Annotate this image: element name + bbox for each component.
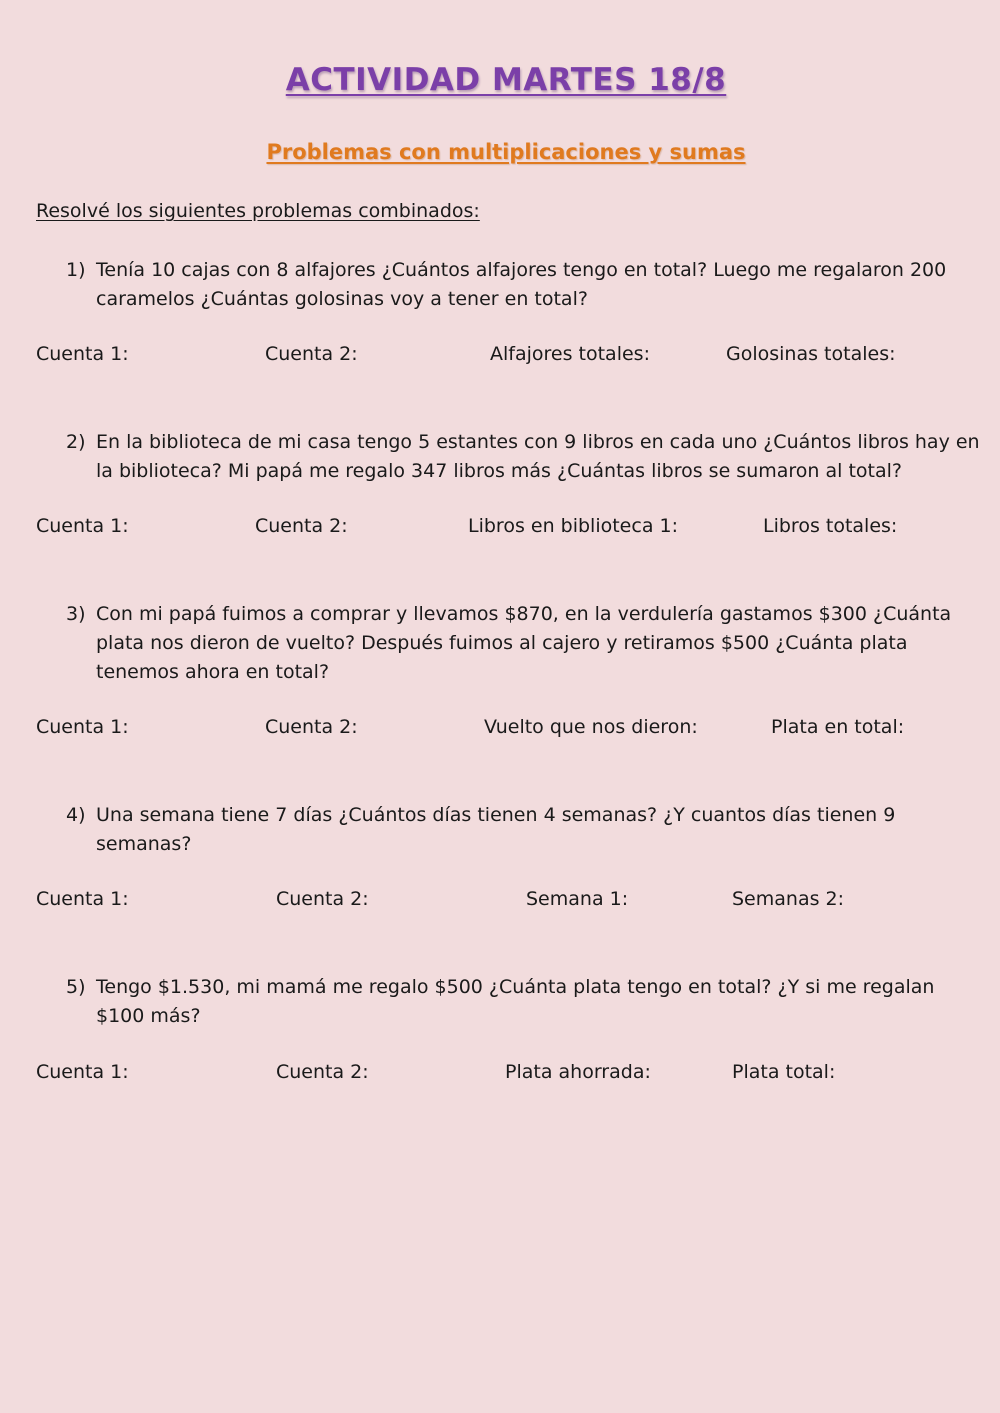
answer-label-result-2: Libros totales: [763,515,898,537]
problem-4 [66,801,981,859]
problem-2 [66,428,981,486]
answer-label-result-2: Semanas 2: [732,888,845,910]
answer-label-result-1: Semana 1: [526,888,629,910]
problem-number: 5) [66,976,86,998]
problem-1 [66,256,981,314]
problem-number: 1) [66,259,86,281]
problem-5 [66,973,981,1031]
answer-label-result-1: Vuelto que nos dieron: [484,716,698,738]
answer-label-result-2: Golosinas totales: [726,343,896,365]
problem-number: 3) [66,603,86,625]
problem-number: 2) [66,431,86,453]
answer-label-cuenta-2: Cuenta 2: [276,888,369,910]
answer-row-2 [0,515,1000,543]
page-subtitle: Problemas con multiplicaciones y sumas [266,140,746,164]
instructions: Resolvé los siguientes problemas combinados: [36,200,480,222]
answer-label-cuenta-1: Cuenta 1: [36,1061,129,1083]
problem-text: Con mi papá fuimos a comprar y llevamos $870, en la verdulería gastamos $300 ¿Cuánta plata nos dieron de vuelto? Después fuimos al cajero y retiramos $500 ¿Cuánta plata tenemos ahora en total? [96,603,952,683]
answer-label-result-1: Libros en biblioteca 1: [468,515,678,537]
answer-row-4 [0,888,1000,916]
answer-label-result-1: Plata ahorrada: [505,1061,651,1083]
answer-row-5 [0,1061,1000,1089]
answer-label-cuenta-2: Cuenta 2: [265,343,358,365]
answer-row-3 [0,716,1000,744]
answer-label-cuenta-1: Cuenta 1: [36,515,129,537]
answer-label-cuenta-2: Cuenta 2: [265,716,358,738]
answer-label-cuenta-2: Cuenta 2: [276,1061,369,1083]
problem-number: 4) [66,804,86,826]
problem-text: Una semana tiene 7 días ¿Cuántos días tienen 4 semanas? ¿Y cuantos días tienen 9 semanas? [96,804,896,855]
page-title: ACTIVIDAD MARTES 18/8 [285,62,727,98]
problem-text: En la biblioteca de mi casa tengo 5 estantes con 9 libros en cada uno ¿Cuántos libros hay en la biblioteca? Mi papá me regalo 347 libros más ¿Cuántas libros se sumaron al total? [96,431,980,482]
problem-text: Tenía 10 cajas con 8 alfajores ¿Cuántos alfajores tengo en total? Luego me regalaron 200 caramelos ¿Cuántas golosinas voy a tener en total? [96,259,947,310]
answer-row-1 [0,343,1000,371]
problem-3 [66,600,981,687]
answer-label-result-2: Plata total: [732,1061,836,1083]
answer-label-cuenta-2: Cuenta 2: [255,515,348,537]
problem-text: Tengo $1.530, mi mamá me regalo $500 ¿Cuánta plata tengo en total? ¿Y si me regalan $100 más? [96,976,935,1027]
answer-label-cuenta-1: Cuenta 1: [36,888,129,910]
answer-label-cuenta-1: Cuenta 1: [36,716,129,738]
answer-label-result-2: Plata en total: [771,716,905,738]
answer-label-cuenta-1: Cuenta 1: [36,343,129,365]
answer-label-result-1: Alfajores totales: [490,343,650,365]
